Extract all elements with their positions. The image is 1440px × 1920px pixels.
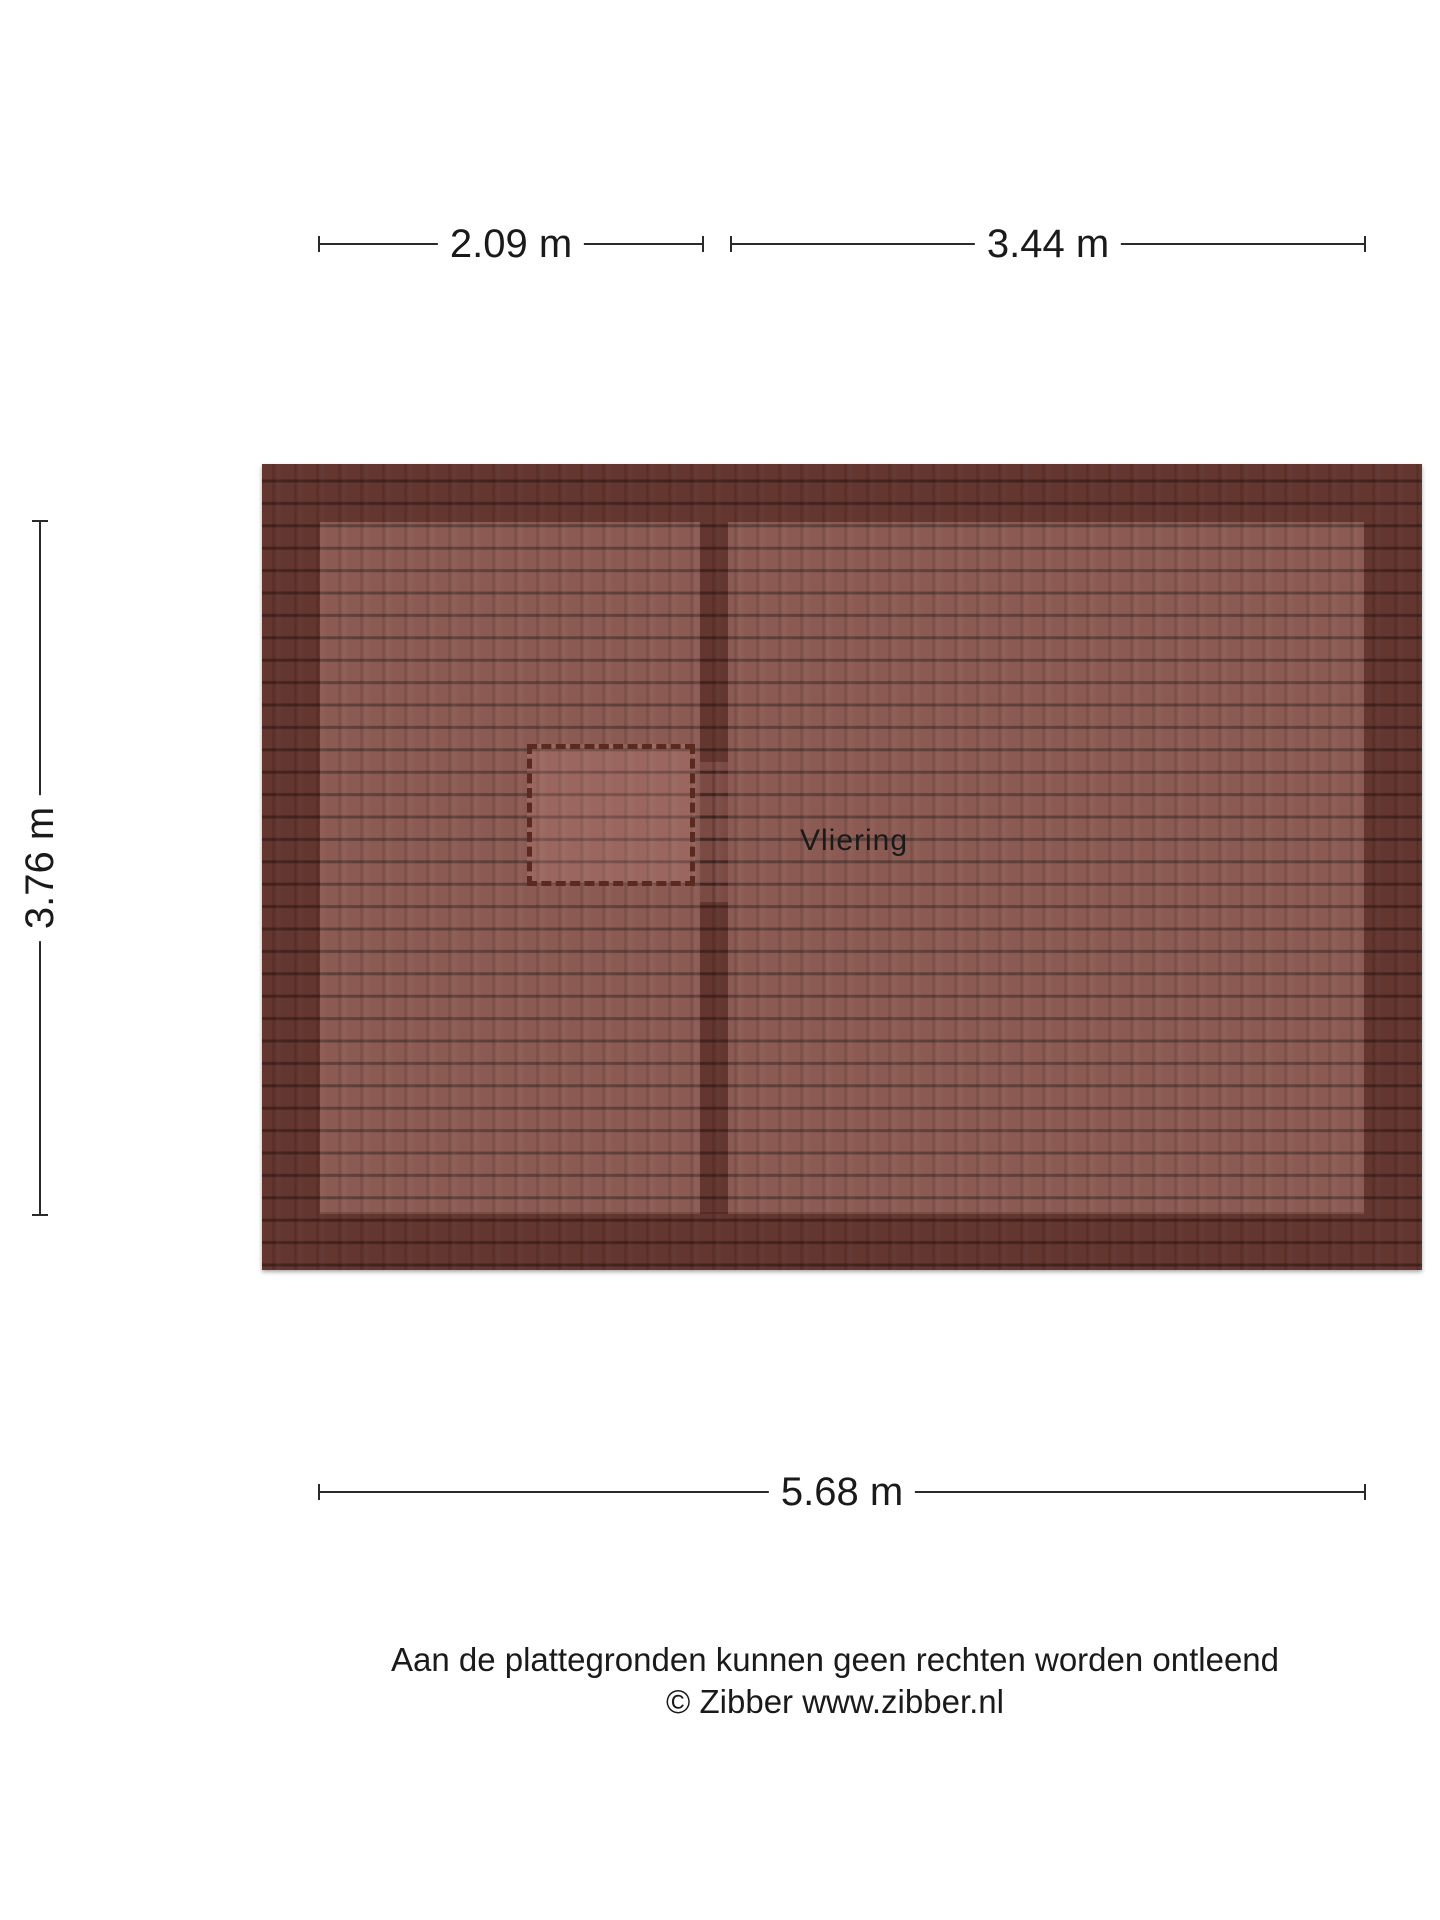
dimension-cap bbox=[318, 236, 320, 252]
dimension-label-left-height: 3.76 m bbox=[20, 795, 60, 941]
disclaimer-text: Aan de plattegronden kunnen geen rechten worden ontleend bbox=[390, 1641, 1280, 1678]
dimension-cap bbox=[32, 520, 48, 522]
roof-plan bbox=[262, 464, 1422, 1270]
room-area-right bbox=[728, 522, 1364, 1214]
dimension-bottom-total bbox=[318, 1470, 1366, 1514]
dimension-cap bbox=[702, 236, 704, 252]
attic-hatch bbox=[527, 744, 695, 886]
dimension-cap bbox=[730, 236, 732, 252]
dimension-cap bbox=[318, 1484, 320, 1500]
partition-wall bbox=[700, 902, 728, 1214]
dimension-top-left bbox=[318, 222, 704, 266]
dimension-left-height bbox=[18, 520, 62, 1216]
dimension-label-top-right: 3.44 m bbox=[975, 224, 1121, 264]
dimension-cap bbox=[1364, 1484, 1366, 1500]
dimension-label-bottom-total: 5.68 m bbox=[769, 1472, 915, 1512]
partition-wall bbox=[700, 522, 728, 762]
dimension-top-right bbox=[730, 222, 1366, 266]
dimension-cap bbox=[1364, 236, 1366, 252]
room-label: Vliering bbox=[800, 824, 909, 857]
dimension-label-top-left: 2.09 m bbox=[438, 224, 584, 264]
dimension-cap bbox=[32, 1214, 48, 1216]
copyright-text: © Zibber www.zibber.nl bbox=[666, 1683, 1004, 1720]
